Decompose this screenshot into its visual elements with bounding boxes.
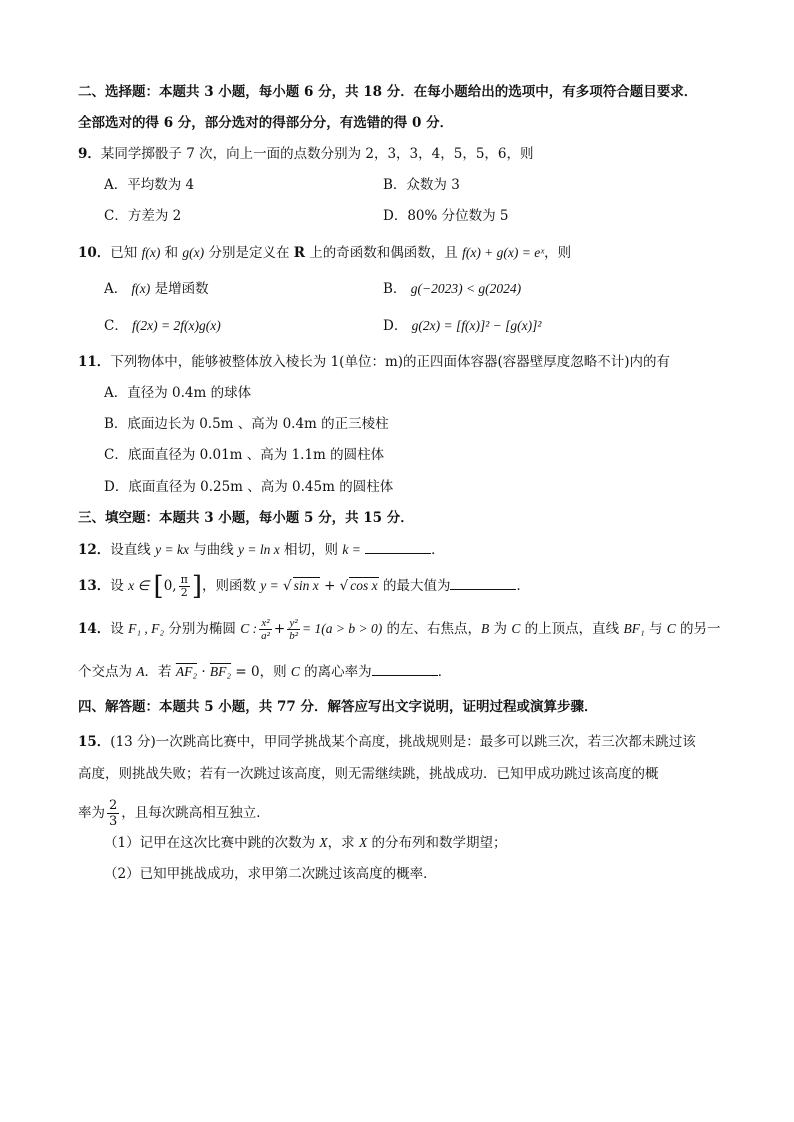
q14-point-b: B (481, 621, 490, 636)
q12-mid: 与曲线 (188, 542, 239, 558)
q14-plus: + (273, 621, 286, 637)
q15-frac-num: 2 (109, 798, 118, 813)
q10-and: 和 (160, 245, 183, 261)
q11-option-b: B．底面边长为 0.5m 、高为 0.4m 的正三棱柱 (104, 416, 389, 432)
q10-option-d (383, 316, 541, 336)
q14-y2-over-b2 (287, 617, 300, 642)
q14-vector-bf2: BF₂ (209, 664, 232, 679)
q9-stem-text: 某同学掷骰子 7 次，向上一面的点数分别为 2，3，3，4，5，5，6，则 (100, 146, 534, 162)
q13-mid: ，则函数 (201, 578, 261, 594)
q14-mid2: 的左、右焦点， (382, 621, 482, 637)
q9-number: 9． (78, 146, 101, 162)
q13-pi-over-2 (179, 574, 190, 599)
q14-x2-over-a2 (259, 617, 272, 642)
q14-line2-end: 的离心率为 (299, 664, 372, 680)
q10-option-a-expr: f(x) (131, 281, 151, 296)
q14-vector-af2: AF₂ (175, 664, 198, 679)
q13-y: y = (260, 578, 279, 593)
q10-stem-post: 上的奇函数和偶函数，且 (304, 245, 463, 261)
q10-stem-mid: 分别是定义在 (204, 245, 294, 261)
q15-part1-post: 的分布列和数学期望； (367, 835, 507, 851)
q14-mid4: 的上顶点，直线 (520, 621, 624, 637)
q14-c3: C (666, 621, 676, 636)
q15-line2: 高度，则挑战失败；若有一次跳过该高度，则无需继续跳，挑战成功．已知甲成功跳过该高度的概 (78, 766, 659, 782)
q13-pre: 设 (110, 578, 129, 594)
q10-option-d-expr: g(2x) = [f(x)]² − [g(x)]² (411, 318, 542, 333)
q10-stem-pre: 已知 (110, 245, 142, 261)
q10-stem (78, 243, 734, 263)
q9-option-d: D．80% 分位数为 5 (383, 208, 509, 224)
q14-stem-line1 (78, 617, 734, 642)
q12-end: ． (431, 542, 445, 558)
q15-x2: X (358, 835, 368, 850)
q13-x-in: x ∈ (128, 578, 150, 593)
q14-line2-post: ，则 (259, 664, 291, 680)
q14-ellipse-eq: = 1(a > b > 0) (302, 621, 383, 636)
q15-part1 (104, 833, 734, 853)
q10-option-d-label: D． (383, 318, 408, 334)
q14-ellipse-name: C : (240, 621, 258, 636)
q10-option-a-label: A． (104, 281, 128, 297)
q11-option-a: A．直径为 0.4m 的球体 (104, 385, 252, 401)
q12-line-eq: y = kx (155, 542, 189, 557)
q11-option-c: C．底面直径为 0.01m 、高为 1.1m 的圆柱体 (104, 447, 385, 463)
q15-part1-pre: （1）记甲在这次比赛中跳的次数为 (104, 835, 320, 851)
q14-line2-eq: = 0 (231, 664, 260, 680)
q12-post: 相切，则 (279, 542, 343, 558)
q13-end: ． (516, 578, 530, 594)
q10-option-c-label: C． (104, 318, 128, 334)
q9-option-c: C．方差为 2 (104, 208, 182, 224)
q12-k: k = (342, 542, 361, 557)
right-bracket-icon: ] (191, 571, 202, 602)
q15-number: 15． (78, 734, 111, 750)
q13-pi: π (180, 573, 188, 586)
q14-bf1: BF₁ (623, 621, 645, 636)
q14-pre: 设 (110, 621, 129, 637)
q15-line3-post: ，且每次跳高相互独立． (121, 805, 270, 821)
q11-stem-text: 下列物体中，能够被整体放入棱长为 1(单位：m)的正四面体容器(容器壁厚度忽略不计)内的有 (110, 354, 671, 370)
q10-gx: g(x) (182, 245, 205, 260)
section2-heading-line2: 全部选对的得 6 分，部分选对的得部分分，有选错的得 0 分． (78, 115, 454, 131)
q10-fx: f(x) (141, 245, 161, 260)
q10-option-a (104, 279, 209, 299)
q14-end: ． (437, 664, 452, 680)
q12-number: 12． (78, 542, 111, 558)
q13-number: 13． (78, 578, 111, 594)
q15-frac-den: 3 (109, 814, 118, 829)
q10-option-b-label: B． (383, 281, 407, 297)
q10-option-b-expr: g(−2023) < g(2024) (410, 281, 522, 296)
q15-part2: （2）已知甲挑战成功，求甲第二次跳过该高度的概率． (104, 866, 437, 882)
q14-b2: b² (289, 630, 299, 642)
q10-option-c (104, 316, 221, 336)
q9-stem (78, 144, 734, 164)
q14-line2-mid: ．若 (144, 664, 176, 680)
q12-curve-eq: y = ln x (238, 542, 280, 557)
q14-mid3: 为 (489, 621, 512, 637)
q12-answer-blank[interactable] (365, 539, 431, 554)
q15-line3 (78, 798, 734, 829)
q14-mid5: 与 (644, 621, 667, 637)
q14-x2: x² (259, 617, 272, 630)
q13-stem: 13．设 x ∈ [0, $\frac{\pi}{2}$ ]，则函数 y = √ sin x + √ cos x 的最大值为 ． (78, 571, 530, 602)
q11-number: 11． (78, 354, 111, 370)
q14-foci: F₁ , F₂ (128, 621, 165, 636)
q9-option-b: B．众数为 3 (383, 177, 460, 193)
q14-answer-blank[interactable] (372, 661, 438, 676)
q13-answer-blank[interactable] (450, 575, 516, 590)
q15-line3-pre: 率为 (78, 805, 105, 821)
q13-sqrt-cos: cos x (350, 578, 378, 593)
q13-interval-start: 0, (163, 578, 177, 594)
q14-line2-pre: 个交点为 (78, 664, 137, 680)
q10-equation: f(x) + g(x) = eˣ (462, 245, 545, 260)
q14-stem-line2 (78, 661, 734, 682)
section2-heading: 二、选择题：本题共 3 小题，每小题 6 分，共 18 分．在每小题给出的选项中，有多项符合题目要求． (78, 84, 698, 100)
q14-dot: · (197, 664, 210, 680)
q14-c2: C (511, 621, 521, 636)
q14-number: 14． (78, 621, 111, 637)
q13-post: 的最大值为 (378, 578, 451, 594)
q15-line1 (78, 732, 734, 752)
q14-a2: a² (261, 630, 270, 642)
q15-x: X (319, 835, 328, 850)
q15-part1-mid: ，求 (327, 835, 359, 851)
q10-option-b (383, 279, 521, 299)
q12-pre: 设直线 (110, 542, 156, 558)
q14-point-a: A (136, 664, 145, 679)
q14-mid1: 分别为椭圆 (164, 621, 241, 637)
q10-option-c-expr: f(2x) = 2f(x)g(x) (132, 318, 221, 333)
q10-number: 10． (78, 245, 111, 261)
q14-mid6: 的另一 (675, 621, 721, 637)
q13-sqrt-sin: sin x (293, 578, 319, 593)
q13-plus: + (324, 578, 336, 594)
left-bracket-icon: [ (153, 571, 164, 602)
q13-two: 2 (180, 586, 188, 599)
q15-two-thirds (107, 798, 119, 829)
q15-line1-text: (13 分)一次跳高比赛中，甲同学挑战某个高度，挑战规则是：最多可以跳三次，若三次都未跳过该 (110, 734, 696, 750)
q12-stem (78, 539, 734, 560)
section3-heading: 三、填空题：本题共 3 小题，每小题 5 分，共 15 分． (78, 510, 414, 526)
q14-y2: y² (287, 617, 300, 630)
q10-real-set: R (293, 245, 305, 261)
section4-heading: 四、解答题：本题共 5 小题，共 77 分．解答应写出文字说明，证明过程或演算步骤． (78, 699, 598, 715)
q11-option-d: D．底面直径为 0.25m 、高为 0.45m 的圆柱体 (104, 479, 394, 495)
q10-stem-end: ，则 (544, 245, 572, 261)
q11-stem (78, 352, 734, 372)
q10-option-a-text: 是增函数 (150, 281, 209, 297)
q9-option-a: A．平均数为 4 (104, 177, 195, 193)
q14-c4: C (290, 664, 300, 679)
